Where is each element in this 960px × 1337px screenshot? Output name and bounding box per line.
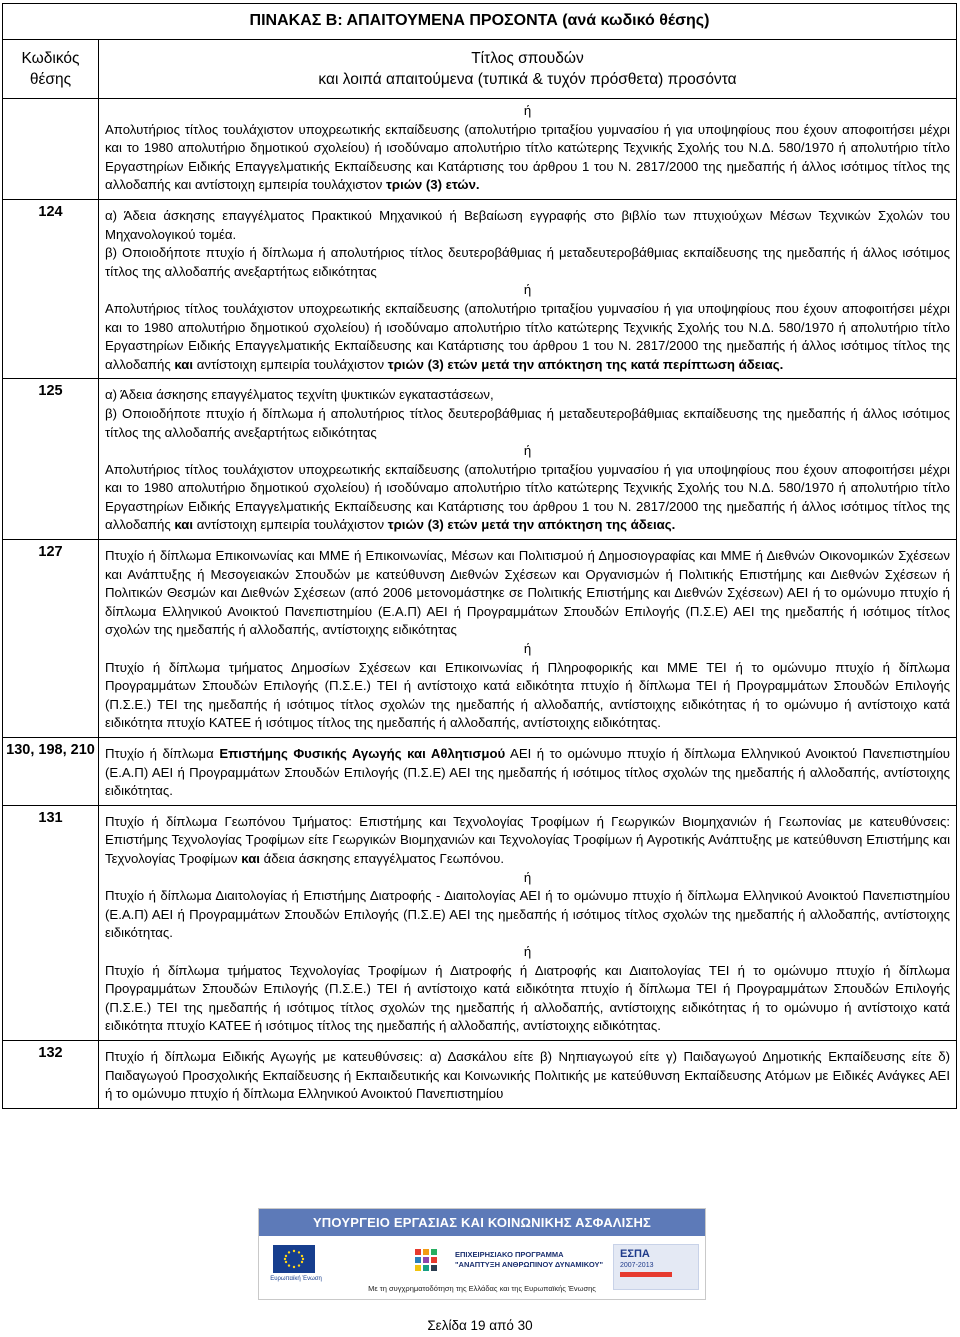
header-code: Κωδικός θέσης [3,40,99,99]
qualifications-cell [99,379,957,540]
eu-caption: Ευρωπαϊκή Ένωση [270,1276,322,1282]
qualifications-cell [99,805,957,1040]
or-separator: ή [523,103,532,118]
qualification-text: Πτυχίο ή δίπλωμα Ειδικής Αγωγής με κατευθύνσεις: α) Δασκάλου είτε β) Νηπιαγωγού είτε γ) Παιδαγωγού Δημοτικής Εκπαίδευσης είτε δ) Παιδαγωγού Προσχολικής Εκπαίδευσης ή Εκπαιδευτικής και Κοινωνικής Πολιτικής με κατεύθυνση Εκπαίδευσης Ατόμων με Ειδικές Ανάγκες ΑΕΙ ή το ομώνυμο πτυχίο ή δίπλωμα Ελληνικού Ανοικτού Πανεπιστημίου [105,1048,950,1102]
qualifications-cell [99,99,957,200]
position-code: 127 [3,540,99,738]
qualification-text: β) Οποιοδήποτε πτυχίο ή δίπλωμα ή απολυτήριος τίτλος δευτεροβάθμιας ή μεταδευτεροβάθμιας εκπαίδευσης της ημεδαπής ή άλλος ισότιμος τίτλος της αλλοδαπής ανεξαρτήτως ειδικότητας [105,245,950,279]
position-code: 132 [3,1040,99,1108]
table-row [3,99,957,200]
page-number: Σελίδα 19 από 30 [427,1318,533,1333]
table-title: ΠΙΝΑΚΑΣ Β: ΑΠΑΙΤΟΥΜΕΝΑ ΠΡΟΣΟΝΤΑ (ανά κωδικό θέσης) [3,4,957,40]
table-row [3,199,957,378]
qualifications-cell [99,738,957,806]
or-separator: ή [523,641,532,657]
qualification-text: Πτυχίο ή δίπλωμα Διαιτολογίας ή Επιστήμης Διατροφής - Διαιτολογίας ΑΕΙ ή το ομώνυμο πτυχίο ή δίπλωμα Ελληνικού Ανοικτού Πανεπιστημίου (Ε.Α.Π) ΑΕΙ ή Προγραμμάτων Σπουδών Επιλογής (Π.Σ.Ε) ΑΕΙ της ημεδαπής ή ισότιμος τίτλος σχολών της ημεδαπής ή αλλοδαπής, αντίστοιχης ειδικότητας. [105,888,950,941]
ministry-title: ΥΠΟΥΡΓΕΙΟ ΕΡΓΑΣΙΑΣ ΚΑΙ ΚΟΙΝΩΝΙΚΗΣ ΑΣΦΑΛΙΣΗΣ [259,1209,705,1236]
qualification-text: Πτυχίο ή δίπλωμα Γεωπόνου Τμήματος: Επιστήμης και Τεχνολογίας Τροφίμων ή Γεωργικών Βιομηχανιών ή Γεωπονίας με κατευθύνσεις: Επιστήμης Τεχνολογίας Τροφίμων είτε Γεωργικών Βιομηχανιών και Τεχνολογίας Τροφίμων ή Αγροτικής Ανάπτυξης με κατεύθυνση Επιστήμης και Τεχνολογίας Τροφίμων και άδεια άσκησης επαγγέλματος Γεωπόνου. [105,813,950,866]
qualification-text: Απολυτήριος τίτλος τουλάχιστον υποχρεωτικής εκπαίδευσης (απολυτήριο τριταξίου γυμνασίου ή για υποψηφίους που έχουν αποφοιτήσει μέχρι και το 1980 απολυτήριο δημοτικού σχολείου) ή ισοδύναμο απολυτήριο τίτλο κατώτερης Τεχνικής Σχολής του Ν.Δ. 580/1970 ή απολυτήριο τίτλο Εργαστηρίων Ειδικής Επαγγελματικής Εκπαίδευσης και Κατάρτισης του άρθρου 1 του Ν. 2817/2000 της ημεδαπής ή άλλος ισότιμος τίτλος της αλλοδαπής και αντίστοιχη εμπειρία τουλάχιστον τριών (3) ετών μετά την απόκτηση της κατά περίπτωση άδειας. [105,300,950,372]
qualification-text: Πτυχίο ή δίπλωμα τμήματος Τεχνολογίας Τροφίμων ή Διατροφής ή Διατροφής και Διαιτολογίας ΤΕΙ ή το ομώνυμο πτυχίο ή δίπλωμα Προγραμμάτων Σπουδών Επιλογής (Π.Σ.Ε.) ΤΕΙ ή αντίστοιχο κατά ειδικότητα πτυχίο ή δίπλωμα ΤΕΙ ή Προγραμμάτων Σπουδών Επιλογής (Π.Σ.Ε.) ΤΕΙ της ημεδαπής ή ισότιμος τίτλος σχολών της ημεδαπής ή αλλοδαπής, αντίστοιχης ειδικότητας ή το ομώνυμο ή αντίστοιχο κατά ειδικότητα πτυχίο ΚΑΤΕΕ ή ισότιμος τίτλος της ημεδαπής ή αλλοδαπής, αντίστοιχης ειδικότητας. [105,962,950,1034]
cofunding-caption: Με τη συγχρηματοδότηση της Ελλάδας και της Ευρωπαϊκής Ένωσης [368,1284,596,1293]
funding-banner [258,1208,706,1300]
position-code: 130, 198, 210 [3,738,99,806]
position-code [3,99,99,200]
espa-logo: ΕΣΠΑ 2007-2013 [613,1244,699,1290]
qualification-text: α) Άδεια άσκησης επαγγέλματος τεχνίτη ψυκτικών εγκαταστάσεων, [105,387,494,403]
qualification-text: β) Οποιοδήποτε πτυχίο ή δίπλωμα ή απολυτήριος τίτλος δευτεροβάθμιας ή μεταδευτεροβάθμιας εκπαίδευσης της ημεδαπής ή άλλος ισότιμος τίτλος της αλλοδαπής ανεξαρτήτως ειδικότητας [105,405,950,440]
qualification-text: Απολυτήριος τίτλος τουλάχιστον υποχρεωτικής εκπαίδευσης (απολυτήριο τριταξίου γυμνασίου ή για υποψηφίους που έχουν αποφοιτήσει μέχρι και το 1980 απολυτήριο δημοτικού σχολείου) ή ισοδύναμο απολυτήριο τίτλο κατώτερης Τεχνικής Σχολής του Ν.Δ. 580/1970 ή απολυτήριο τίτλο Εργαστηρίων Ειδικής Επαγγελματικής Εκπαίδευσης και Κατάρτισης του άρθρου 1 του Ν. 2817/2000 της ημεδαπής ή άλλος ισότιμος τίτλος της αλλοδαπής και αντίστοιχη εμπειρία τουλάχιστον τριών (3) ετών. [105,121,950,193]
table-row [3,1040,957,1108]
qualification-text: Απολυτήριος τίτλος τουλάχιστον υποχρεωτικής εκπαίδευσης (απολυτήριο τριταξίου γυμνασίου ή για υποψηφίους που έχουν αποφοιτήσει μέχρι και το 1980 απολυτήριο δημοτικού σχολείου) ή ισοδύναμο απολυτήριο τίτλο κατώτερης Τεχνικής Σχολής του Ν.Δ. 580/1970 ή απολυτήριο τίτλο Εργαστηρίων Ειδικής Επαγγελματικής Εκπαίδευσης και Κατάρτισης του άρθρου 1 του Ν. 2817/2000 της ημεδαπής ή άλλος ισότιμος τίτλος της αλλοδαπής και αντίστοιχη εμπειρία τουλάχιστον τριών (3) ετών μετά την απόκτηση της άδειας. [105,461,950,533]
qualification-text: Πτυχίο ή δίπλωμα Επικοινωνίας και ΜΜΕ ή Επικοινωνίας, Μέσων και Πολιτισμού ή Δημοσιογραφίας και ΜΜΕ ή Διεθνών Οικονομικών Σχέσεων και Ανάπτυξης ή Μεσογειακών Σπουδών με κατεύθυνση Διεθνών Σχέσεων και Οργανισμών ή Πολιτικής Επιστήμης και Διεθνών Σχέσεων ή Πολιτικών Θεσμών και Διεθνών Σχέσεων (από 2006 μετονομάστηκε σε Πολιτικής Επιστήμης και Διεθνών Σχέσεων) ΑΕΙ ή το ομώνυμο πτυχίο ή δίπλωμα Ελληνικού Ανοικτού Πανεπιστημίου (Ε.Α.Π) ΑΕΙ ή Προγραμμάτων Σπουδών Επιλογής (Π.Σ.Ε) ΑΕΙ της ημεδαπής ή ισότιμος τίτλος σχολών της ημεδαπής ή αλλοδαπής, αντίστοιχης ειδικότητας [105,548,950,638]
or-separator: ή [523,282,532,298]
qualification-text: Πτυχίο ή δίπλωμα τμήματος Δημοσίων Σχέσεων και Επικοινωνίας ή Πληροφορικής και ΜΜΕ ΤΕΙ ή το ομώνυμο πτυχίο ή δίπλωμα Προγραμμάτων Σπουδών Επιλογής (Π.Σ.Ε.) ΤΕΙ ή αντίστοιχο κατά ειδικότητα πτυχίο ή δίπλωμα ΤΕΙ ή Προγραμμάτων Σπουδών Επιλογής (Π.Σ.Ε.) ΤΕΙ της ημεδαπής ή ισότιμος τίτλος σχολών της ημεδαπής ή αλλοδαπής, αντίστοιχης ειδικότητας ή το ομώνυμο ή αντίστοιχο κατά ειδικότητα πτυχίο ΚΑΤΕΕ ή ισότιμος τίτλος της ημεδαπής ή αλλοδαπής, αντίστοιχης ειδικότητας. [105,659,950,731]
program-logo-icon [413,1245,453,1281]
qualifications-cell [99,1040,957,1108]
or-separator: ή [523,943,532,959]
header-desc-line2: και λοιπά απαιτούμενα (τυπικά & τυχόν πρόσθετα) προσόντα [318,71,737,88]
table-row [3,805,957,1040]
qualifications-cell [99,540,957,738]
qualification-text: Πτυχίο ή δίπλωμα Επιστήμης Φυσικής Αγωγής και Αθλητισμού ΑΕΙ ή το ομώνυμο πτυχίο ή δίπλωμα Ελληνικού Ανοικτού Πανεπιστημίου (Ε.Α.Π) ΑΕΙ ή Προγραμμάτων Σπουδών Επιλογής (Π.Σ.Ε) ΑΕΙ της ημεδαπής ή ισότιμος τίτλος σχολών της ημεδαπής ή αλλοδαπής, αντίστοιχης ειδικότητας. [105,746,951,799]
table-row [3,379,957,540]
or-separator: ή [523,443,532,459]
program-name: ΕΠΙΧΕΙΡΗΣΙΑΚΟ ΠΡΟΓΡΑΜΜΑ "ΑΝΑΠΤΥΞΗ ΑΝΘΡΩΠΙΝΟΥ ΔΥΝΑΜΙΚΟΥ" [455,1250,604,1269]
eu-flag-icon [273,1245,315,1273]
requirements-table [2,3,957,1109]
header-description [99,40,957,99]
or-separator: ή [523,869,532,885]
table-row [3,738,957,806]
position-code: 124 [3,199,99,378]
table-row [3,540,957,738]
header-desc-line1: Τίτλος σπουδών [471,50,584,67]
position-code: 131 [3,805,99,1040]
position-code: 125 [3,379,99,540]
qualification-text: α) Άδεια άσκησης επαγγέλματος Πρακτικού Μηχανικού ή Βεβαίωση εγγραφής στο βιβλίο των πτυχιούχων Μέσων Τεχνικών Σχολών του Μηχανολογικού τομέα. [105,207,950,242]
qualifications-cell [99,199,957,378]
